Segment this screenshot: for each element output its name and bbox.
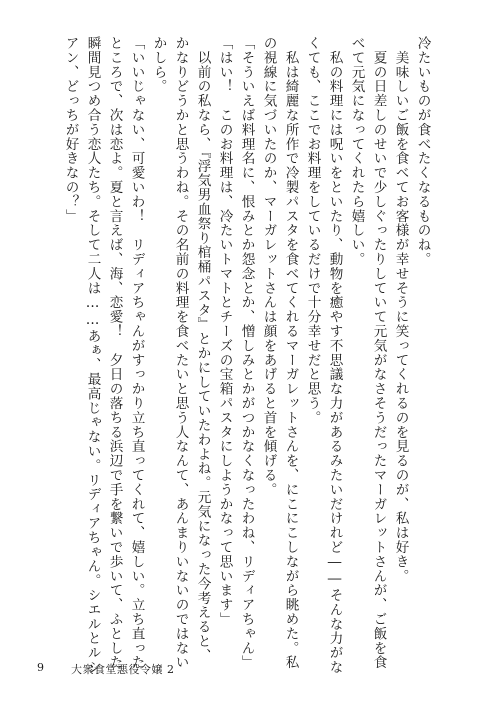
text-line: ところで、次は恋よ。夏と言えば、海、恋愛！ 夕日の落ちる浜辺で手を繋いで歩いて、ふとした (106, 36, 123, 670)
page-number: 9 (37, 661, 44, 674)
text-line: 以前の私なら、『浮気男血祭り棺桶パスタ』とかにしていたわよね。元気になった今考えると、 (194, 36, 211, 663)
text-line: かしら。 (150, 36, 167, 94)
text-line: 私の料理には呪いをといたり、動物を癒やす不思議な力があるみたいだけれど――そんな力がな (326, 36, 343, 675)
text-line: 美味しいご飯を食べてお客様が幸せそうに笑ってくれるのを見るのが、私は好き。 (392, 36, 409, 584)
text-line: 冷たいものが食べたくなるものね。 (414, 36, 431, 267)
page-footer (0, 661, 500, 677)
text-line: べて元気になってくれたら嬉しい。 (348, 36, 365, 267)
text-line: かなりどうかと思うわね。その名前の料理を食べたいと思う人なんて、あんまりいないのではない (172, 36, 189, 670)
text-line: 「いいじゃない、可愛いわ！ リディアちゃんがすっかり立ち直ってくれて、嬉しい。立ち直った (128, 36, 145, 670)
text-line: アン、どっちが好きなの？」 (62, 36, 79, 224)
text-line: 「そういえば料理名に、恨みとか怨念とか、憎しみとかがつかなくなったわね、リディアちゃん」 (238, 36, 255, 670)
text-line: 「はい！ このお料理は、冷たいトマトとチーズの宝箱パスタにしようかなって思います」 (216, 36, 233, 627)
text-line: の視線に気づいたのか、マーガレットさんは顔をあげると首を傾げる。 (260, 36, 277, 497)
text-line: 私は綺麗な所作で冷製パスタを食べてくれるマーガレットさんを、にこにこしながら眺めた。私 (282, 36, 299, 670)
text-line: 夏の日差しのせいで少しぐったりしていて元気がなさそうだったマーガレットさんが、ご飯を食 (370, 36, 387, 670)
book-title: 大衆食堂悪役令嬢 2 (71, 663, 175, 676)
text-line: 瞬間見つめ合う恋人たち。そして二人は……あぁ、最高じゃない。リディアちゃん。シエルとルシ (84, 36, 101, 675)
text-line: くても、ここでお料理をしているだけで十分幸せだと思う。 (304, 36, 321, 425)
